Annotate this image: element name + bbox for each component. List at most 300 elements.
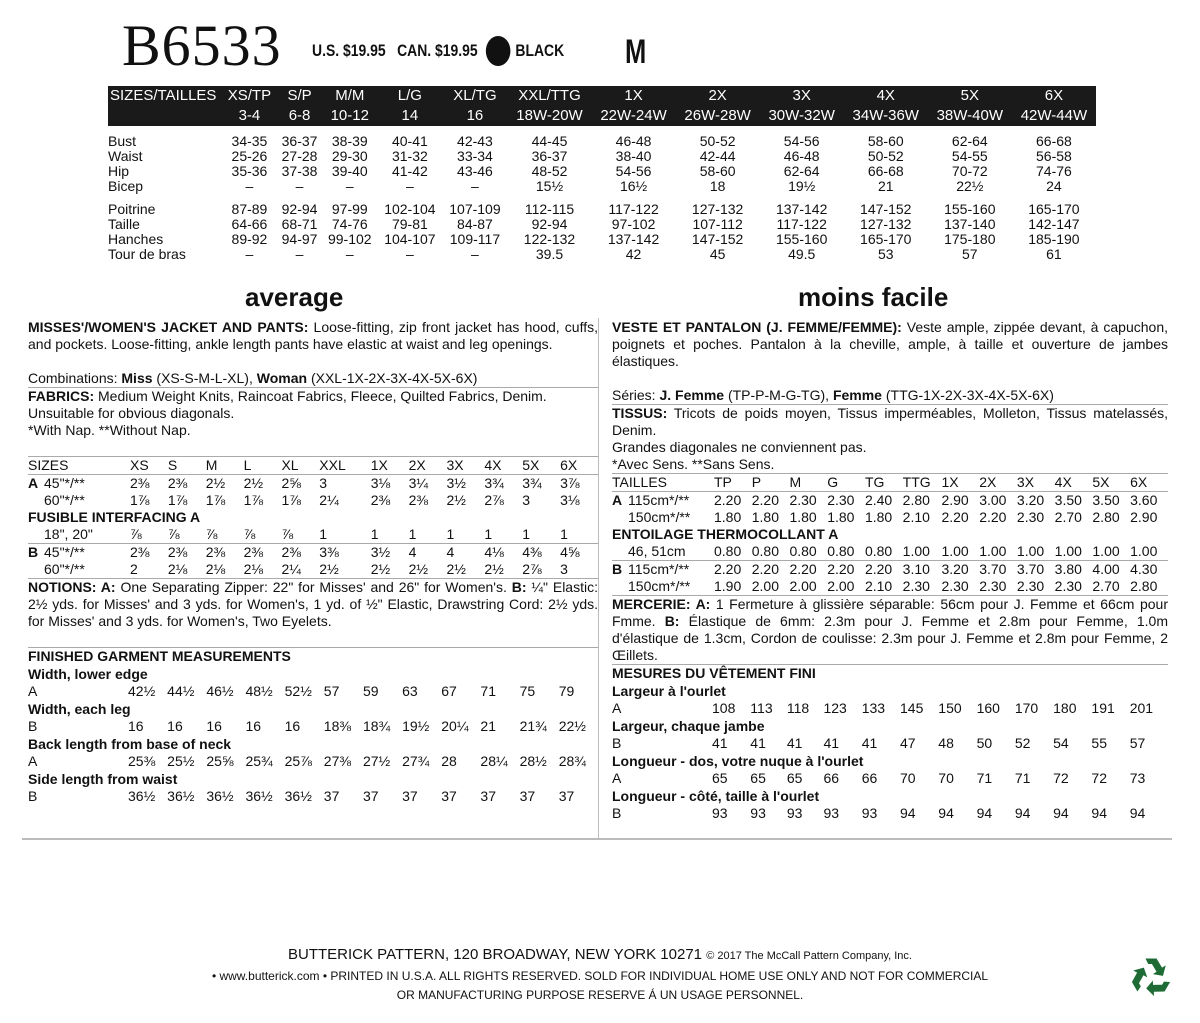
size-number-header: 18W-20W [507, 106, 591, 126]
yardage-value: 1.00 [1016, 543, 1045, 559]
yardage-value: ⅞ [167, 526, 180, 542]
measure-value: 127-132 [860, 216, 912, 232]
yardage-size: XS [130, 457, 168, 475]
yardage-size: 4X [484, 457, 522, 475]
measure-value: 147-152 [691, 231, 744, 247]
finished-value: 18¾ [362, 718, 391, 734]
yardage-value: 2.30 [827, 492, 865, 510]
yardage-value: 2⅞ [484, 492, 504, 508]
yardage-value: 2 [130, 561, 138, 577]
yardage-value: 4 [409, 544, 447, 562]
measure-value: 25-26 [231, 148, 268, 164]
finished-value: 71 [1014, 770, 1031, 786]
combo-woman-sizes: (TTG-1X-2X-3X-4X-5X-6X) [881, 387, 1054, 403]
fabric-width: 45"*/** [44, 544, 130, 562]
yardage-size: G [827, 474, 865, 492]
yardage-value: 4.00 [1092, 561, 1130, 579]
fabric-width: 150cm*/** [628, 578, 691, 594]
view-label: B [612, 735, 622, 751]
finished-value: 37 [519, 788, 536, 804]
yardage-value: 0.80 [827, 543, 855, 559]
measure-value: 165-170 [860, 231, 912, 247]
fabric-width: 115cm*/** [628, 561, 714, 579]
yardage-value: 2.30 [1016, 578, 1045, 594]
finished-value: 79 [558, 683, 575, 699]
measure-value: 102-104 [384, 201, 436, 217]
yardage-value: 2⅛ [205, 561, 226, 577]
measure-value: 137-142 [607, 231, 660, 247]
finished-value: 16 [167, 718, 183, 734]
combo-miss-sizes: (TP-P-M-G-TG), [724, 387, 833, 403]
finished-value: 37 [402, 788, 418, 804]
notions-a: 1 Fermeture à glissière séparable: 56cm pour J. Femme et 66cm pour Fmme. [612, 596, 1168, 629]
finished-value: 27¾ [402, 753, 430, 769]
finished-value: 73 [1129, 770, 1146, 786]
finished-value: 66 [861, 770, 878, 786]
yardage-value: 4⅛ [484, 544, 522, 562]
yardage-size: 3X [446, 457, 484, 475]
yardage-value: 3½ [446, 475, 484, 493]
finished-measure-title: Back length from base of neck [28, 735, 232, 752]
notions [28, 579, 598, 630]
yardage-size: 3X [1017, 474, 1055, 492]
finished-value: 48½ [245, 683, 273, 699]
size-number-header: 30W-32W [760, 106, 844, 126]
finished-value: 118 [786, 700, 810, 716]
yardage-size: 2X [979, 474, 1017, 492]
yardage-value: 1.80 [789, 509, 817, 525]
yardage-value: 2⅜ [281, 544, 319, 562]
finished-value: 94 [976, 805, 993, 821]
finished-measurements-table [612, 665, 1168, 823]
yardage-value: 3.80 [1055, 561, 1093, 579]
yardage-value: 1.80 [751, 509, 779, 525]
finished-value: 180 [1053, 700, 1077, 716]
measure-value: 107-112 [692, 216, 743, 232]
measure-value: 29-30 [331, 148, 368, 164]
finished-value: 25⅞ [284, 753, 312, 769]
pattern-number: B6533 [122, 13, 282, 78]
yardage-size: 5X [1092, 474, 1130, 492]
finished-value: 48 [938, 735, 954, 751]
notions-a-label: A: [690, 596, 711, 612]
yardage-value: 2⅜ [168, 475, 206, 493]
measure-value: 142-147 [1028, 216, 1080, 232]
finished-value: 21¾ [519, 718, 547, 734]
size-header: 6X [1012, 86, 1096, 106]
measure-value: 40-41 [391, 133, 428, 149]
measure-value: 92-94 [281, 201, 318, 217]
yardage-value: 2½ [370, 561, 391, 577]
finished-value: 150 [938, 700, 962, 716]
yardage-value: 1⅞ [243, 492, 264, 508]
finished-measure-title: Width, lower edge [28, 665, 148, 682]
yardage-value: 1.80 [714, 509, 742, 525]
yardage-value: 2.30 [979, 578, 1007, 594]
combo-miss: J. Femme [659, 387, 725, 403]
measure-value: 50-52 [867, 148, 904, 164]
footer-copyright: © 2017 The McCall Pattern Company, Inc. [706, 950, 912, 962]
measure-value: 104-107 [384, 231, 436, 247]
finished-value: 94 [1091, 805, 1107, 821]
yardage-value: 2.20 [979, 509, 1007, 525]
yardage-value: 2⅞ [522, 561, 542, 577]
yardage-value: 1⅞ [281, 492, 301, 508]
finished-value: 94 [938, 805, 954, 821]
fabric-width: 60"*/** [44, 492, 85, 508]
measure-value: 89-92 [231, 231, 268, 247]
yardage-value: 2.30 [902, 578, 930, 594]
yardage-value: 3.70 [979, 561, 1017, 579]
combinations [28, 370, 598, 387]
yardage-value: ⅞ [281, 526, 294, 542]
view-label: A [28, 753, 38, 769]
yardage-size: XXL [319, 457, 370, 475]
measure-value: 92-94 [531, 216, 568, 232]
measure-value: 53 [877, 246, 894, 262]
finished-title: FINISHED GARMENT MEASUREMENTS [28, 648, 291, 664]
yardage-value: 1⅞ [205, 492, 226, 508]
yardage-value: 1⅞ [167, 492, 188, 508]
finished-value: 25⅝ [206, 753, 234, 769]
yardage-value: 2⅜ [130, 544, 168, 562]
description-title: VESTE ET PANTALON (J. FEMME/FEMME): [612, 319, 902, 335]
measure-value: 155-160 [775, 231, 828, 247]
yardage-value: 3¾ [522, 475, 560, 493]
nap-note: *Avec Sens. **Sans Sens. [612, 456, 775, 472]
footer-rights-line: • www.butterick.com • PRINTED IN U.S.A. ALL RIGHTS RESERVED. SOLD FOR INDIVIDUAL HOME USE ONLY AND NOT FOR COMMERCIAL [211, 969, 989, 983]
yardage-value: 1.00 [1130, 543, 1158, 559]
finished-measure-title: Longueur - dos, votre nuque à l'ourlet [612, 752, 864, 769]
fabric-width: 60"*/** [44, 561, 85, 577]
finished-value: 67 [441, 683, 457, 699]
yardage-value: 2⅜ [370, 492, 391, 508]
yardage-value: 1 [446, 526, 455, 542]
yardage-value: 2.30 [1016, 509, 1045, 525]
yardage-table [28, 456, 598, 578]
measure-value: 147-152 [860, 201, 912, 217]
measure-value: – [471, 178, 479, 194]
yardage-value: 3⅞ [560, 475, 598, 493]
measure-value: 66-68 [867, 163, 904, 179]
view-label: B [612, 561, 628, 579]
measure-value: – [245, 178, 254, 194]
yardage-value: 4 [446, 544, 484, 562]
yardage-value: 3⅜ [319, 544, 370, 562]
view-label: B [28, 544, 44, 562]
measure-value: 46-48 [783, 148, 820, 164]
view-label: B [28, 718, 38, 734]
yardage-value: 2½ [319, 561, 339, 577]
finished-value: 37 [323, 788, 340, 804]
size-number-header: 42W-44W [1012, 106, 1096, 126]
finished-value: 71 [480, 683, 496, 699]
measure-value: 117-122 [776, 216, 827, 232]
finished-value: 16 [128, 718, 144, 734]
finished-value: 93 [750, 805, 766, 821]
measure-value: 39.5 [535, 246, 564, 262]
finished-value: 93 [861, 805, 878, 821]
size-header: L/G [377, 86, 442, 106]
measure-value: 19½ [788, 178, 816, 194]
measure-value: 45 [709, 246, 726, 262]
combinations-label: Séries: [612, 387, 660, 403]
yardage-value: 2.80 [1092, 509, 1120, 525]
measure-value: 42-43 [457, 133, 493, 149]
yardage-value: 1.00 [979, 543, 1007, 559]
yardage-size: 6X [560, 457, 598, 475]
view-label: B [28, 788, 38, 804]
measure-value: 46-48 [615, 133, 652, 149]
yardage-value: 3¼ [409, 475, 447, 493]
notions-b: Élastique de 6mm: 2.3m pour J. Femme et 2.8m pour Femme, 1.0m d'élastique de 1.3cm, Cordon de coulisse: 2.3m pour J. Femme et 2.8m pour Femme, 2 Œillets. [612, 613, 1168, 663]
finished-value: 145 [900, 700, 924, 716]
finished-value: 93 [823, 805, 840, 821]
yardage-value: 2½ [446, 492, 466, 508]
yardage-value: 1 [522, 526, 530, 542]
yardage-header: SIZES [28, 457, 130, 475]
measure-value: 27-28 [281, 148, 318, 164]
measure-value: 112-115 [524, 201, 575, 217]
finished-value: 37 [558, 788, 575, 804]
size-header-blank [108, 106, 222, 126]
yardage-value: 2⅜ [130, 475, 168, 493]
size-number-header: 14 [377, 106, 442, 126]
measure-value: 97-102 [611, 216, 656, 232]
measure-value: 35-36 [231, 163, 268, 179]
yardage-value: 1 [408, 526, 417, 542]
view-label: A [28, 683, 38, 699]
measure-value: 61 [1046, 246, 1062, 262]
measure-label: Bicep [108, 178, 144, 194]
measure-value: 48-52 [531, 163, 568, 179]
finished-measurements-table [28, 648, 598, 806]
yardage-value: 2⅝ [281, 475, 319, 493]
measure-value: 21 [877, 178, 894, 194]
finished-value: 37 [441, 788, 457, 804]
measure-value: 50-52 [699, 133, 736, 149]
yardage-value: 0.80 [864, 543, 893, 559]
measure-value: 58-60 [699, 163, 736, 179]
finished-value: 28¾ [558, 753, 586, 769]
combo-woman: Woman [256, 370, 308, 386]
measure-value: 127-132 [691, 201, 744, 217]
french-column [612, 319, 1168, 823]
combo-woman-sizes: (XXL-1X-2X-3X-4X-5X-6X) [307, 370, 478, 386]
finished-value: 25⅜ [128, 753, 156, 769]
yardage-value: 3⅛ [560, 492, 580, 508]
size-number-header: 26W-28W [676, 106, 760, 126]
finished-value: 50 [976, 735, 993, 751]
measure-value: 185-190 [1028, 231, 1080, 247]
yardage-value: 2⅛ [167, 561, 188, 577]
fabric-width: 46, 51cm [628, 543, 686, 559]
measure-value: 15½ [535, 178, 564, 194]
yardage-value: 2½ [244, 475, 282, 493]
finished-value: 191 [1091, 700, 1115, 716]
measure-value: – [345, 178, 354, 194]
finished-value: 16 [245, 718, 262, 734]
measure-value: 33-34 [457, 148, 493, 164]
measure-value: 36-37 [281, 133, 318, 149]
yardage-value: 1.00 [1092, 543, 1120, 559]
interfacing-title: ENTOILAGE THERMOCOLLANT A [612, 526, 839, 542]
measure-value: 34-35 [231, 133, 268, 149]
finished-value: 41 [786, 735, 803, 751]
yardage-value: 2.00 [751, 578, 779, 594]
skill-level-fr: moins facile [798, 282, 949, 312]
yardage-value: 2⅛ [243, 561, 264, 577]
yardage-value: 1.00 [1054, 543, 1082, 559]
measure-value: 54-56 [615, 163, 652, 179]
yardage-size: 2X [409, 457, 447, 475]
yardage-size: TG [865, 474, 903, 492]
notions-b-label: B: [664, 613, 680, 629]
size-number-header: 3-4 [222, 106, 277, 126]
recycle-icon [1128, 952, 1174, 998]
yardage-size: 4X [1055, 474, 1093, 492]
yardage-value: 1.90 [714, 578, 742, 594]
view-label: A [612, 770, 622, 786]
measure-value: 117-122 [608, 201, 659, 217]
combo-woman: Femme [832, 387, 882, 403]
measure-value: – [295, 246, 304, 262]
yardage-value: 3 [522, 492, 530, 508]
fabrics-note: Grandes diagonales ne conviennent pas. [612, 439, 867, 455]
yardage-value: 1 [484, 526, 493, 542]
size-header: XS/TP [222, 86, 277, 106]
bottom-divider [22, 838, 1172, 840]
notions-a-label: A: [96, 579, 116, 595]
measure-value: 31-32 [391, 148, 428, 164]
yardage-value: 3½ [371, 544, 409, 562]
finished-value: 41 [750, 735, 766, 751]
yardage-value: 0.80 [751, 543, 779, 559]
measure-value: 74-76 [1036, 163, 1072, 179]
yardage-value: 2.00 [789, 578, 817, 594]
finished-value: 94 [1014, 805, 1031, 821]
yardage-value: 2.90 [1130, 509, 1158, 525]
measure-value: 54-56 [783, 133, 820, 149]
notions-title: NOTIONS: [28, 579, 97, 595]
fabrics [28, 388, 598, 405]
finished-value: 27⅜ [323, 753, 352, 769]
finished-value: 94 [1053, 805, 1069, 821]
yardage-value: 2.40 [865, 492, 903, 510]
yardage-value: 1 [560, 526, 568, 542]
measure-value: – [345, 246, 354, 262]
yardage-size: M [206, 457, 244, 475]
finished-value: 22½ [558, 718, 586, 734]
description-body: Loose-fitting, zip front jacket has hood, cuffs, and pockets. Loose-fitting, ankle length pants have elastic at waist and leg openings. [28, 319, 598, 352]
yardage-value: 2½ [408, 561, 429, 577]
yardage-value: 2.20 [714, 492, 752, 510]
yardage-value: 1.00 [902, 543, 930, 559]
measure-value: 62-64 [951, 133, 988, 149]
finished-value: 59 [362, 683, 379, 699]
yardage-value: 2.20 [752, 561, 790, 579]
measure-value: 39-40 [331, 163, 368, 179]
finished-value: 54 [1053, 735, 1069, 751]
finished-value: 201 [1129, 700, 1154, 716]
yardage-value: 4⅝ [560, 544, 598, 562]
price-row [312, 36, 564, 66]
yardage-value: 2½ [446, 561, 466, 577]
yardage-size: 5X [522, 457, 560, 475]
finished-value: 52 [1014, 735, 1031, 751]
yardage-value: 2.20 [827, 561, 865, 579]
yardage-value: 2.70 [1054, 509, 1082, 525]
finished-value: 36½ [284, 788, 312, 804]
yardage-value: 1.80 [864, 509, 893, 525]
combo-miss: Miss [121, 370, 153, 386]
finished-value: 57 [323, 683, 340, 699]
finished-value: 93 [786, 805, 803, 821]
finished-value: 108 [712, 700, 736, 716]
finished-value: 94 [1129, 805, 1146, 821]
yardage-value: 2⅜ [206, 544, 244, 562]
yardage-value: 2.20 [752, 492, 790, 510]
measure-value: 42-44 [699, 148, 736, 164]
view-label [612, 509, 628, 526]
measure-value: 79-81 [391, 216, 428, 232]
notions-title: MERCERIE: [612, 596, 691, 612]
yardage-size: TTG [903, 474, 942, 492]
finished-value: 36½ [206, 788, 234, 804]
size-header: 4X [844, 86, 928, 106]
price-us: U.S. $19.95 [312, 41, 386, 60]
finished-value: 113 [750, 700, 773, 716]
yardage-value: 2¼ [281, 561, 301, 577]
fabric-width: 45"*/** [44, 475, 130, 493]
measure-value: 56-58 [1036, 148, 1072, 164]
yardage-value: 3.50 [1092, 492, 1130, 510]
finished-value: 28 [441, 753, 457, 769]
finished-value: 57 [1129, 735, 1146, 751]
yardage-value: 3.10 [903, 561, 942, 579]
finished-value: 41 [712, 735, 728, 751]
fabric-width: 150cm*/** [628, 509, 691, 525]
measure-label: Hanches [108, 231, 164, 247]
measure-value: 68-71 [281, 216, 318, 232]
measure-value: – [245, 246, 254, 262]
yardage-value: 2⅜ [168, 544, 206, 562]
finished-value: 72 [1091, 770, 1107, 786]
measure-value: 44-45 [531, 133, 568, 149]
finished-value: 44½ [167, 683, 195, 699]
measure-value: 36-37 [531, 148, 568, 164]
view-label [28, 561, 44, 578]
yardage-header: TAILLES [612, 474, 714, 492]
size-number-header: 10-12 [322, 106, 377, 126]
finished-value: 16 [284, 718, 301, 734]
measure-label: Poitrine [108, 201, 156, 217]
size-header: XL/TG [442, 86, 507, 106]
finished-value: 25¾ [245, 753, 273, 769]
price-can: CAN. $19.95 [397, 41, 478, 60]
yardage-value: 2.70 [1092, 578, 1120, 594]
yardage-value: 3.50 [1055, 492, 1093, 510]
finished-value: 71 [976, 770, 993, 786]
finished-value: 65 [712, 770, 728, 786]
fabric-width: 18", 20" [44, 526, 93, 542]
yardage-value: 3 [319, 475, 370, 493]
measure-value: – [406, 246, 414, 262]
yardage-value: 2¼ [319, 492, 339, 508]
measure-value: 49.5 [788, 246, 816, 262]
description-body: Veste ample, zippée devant, à capuchon, poignets et poches. Pantalon à la cheville, ample, à taille et ouverture de jambes élastiques. [612, 319, 1168, 369]
finished-value: 160 [976, 700, 1000, 716]
